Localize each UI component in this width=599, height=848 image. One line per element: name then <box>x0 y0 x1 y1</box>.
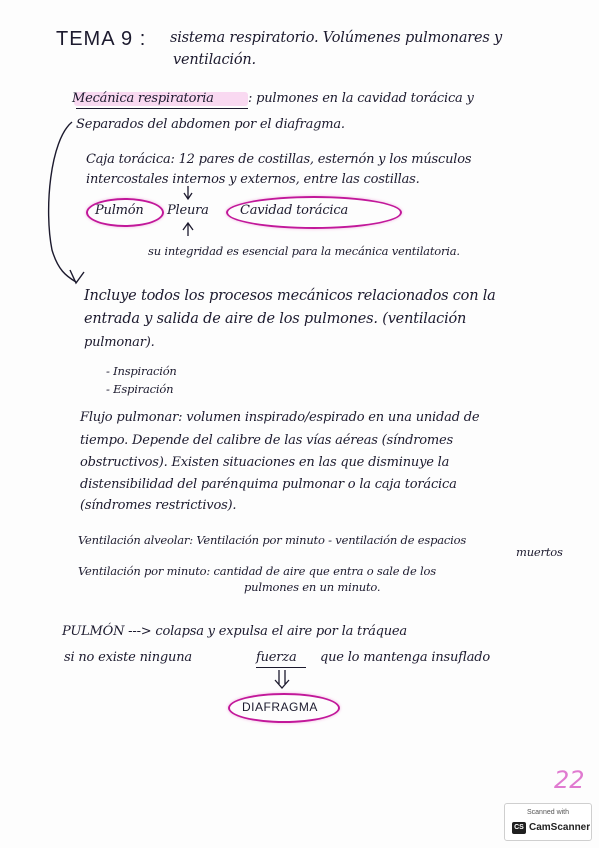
flujo-line-5: (síndromes restrictivos). <box>80 498 237 513</box>
incluye-line-2: entrada y salida de aire de los pulmones. (ventilación <box>84 311 467 327</box>
caja-line-2: intercostales internos y externos, entre las costillas. <box>86 172 420 187</box>
page-number: 22 <box>554 766 585 794</box>
pulmon-line-1: PULMÓN ---> colapsa y expulsa el aire por la tráquea <box>62 624 407 639</box>
flujo-line-2: tiempo. Depende del calibre de las vías aéreas (síndromes <box>80 433 454 448</box>
list-item-espiracion: - Espiración <box>106 382 174 396</box>
curved-arrow-head-icon <box>70 270 84 283</box>
title-line-2: ventilación. <box>173 52 256 68</box>
topic-label: TEMA 9 : <box>56 28 147 50</box>
fuerza-word: fuerza <box>256 650 297 665</box>
flujo-line-1: Flujo pulmonar: volumen inspirado/espirado en una unidad de <box>80 410 480 425</box>
down-arrow-icon <box>184 186 192 199</box>
label-pleura: Pleura <box>167 203 209 218</box>
camscanner-logo-icon: CS <box>512 822 526 834</box>
integridad-note: su integridad es esencial para la mecánica ventilatoria. <box>148 244 460 258</box>
mecanica-line-2: Separados del abdomen por el diafragma. <box>76 117 345 132</box>
minuto-line-2: pulmones en un minuto. <box>244 580 381 594</box>
mecanica-line-1: : pulmones en la cavidad torácica y <box>248 91 474 106</box>
flujo-line-4: distensibilidad del parénquima pulmonar o la caja torácica <box>80 477 457 492</box>
diafragma-label: DIAFRAGMA <box>242 700 318 714</box>
list-item-inspiracion: - Inspiración <box>106 364 177 378</box>
minuto-line-1: Ventilación por minuto: cantidad de aire que entra o sale de los <box>78 564 436 578</box>
incluye-line-3: pulmonar). <box>84 335 155 350</box>
pulmon-line-2b: que lo mantenga insuflado <box>320 650 491 665</box>
up-arrow-icon <box>183 223 193 236</box>
incluye-line-1: Incluye todos los procesos mecánicos relacionados con la <box>84 288 496 304</box>
label-cavidad: Cavidad torácica <box>240 203 349 218</box>
curved-arrow-icon <box>49 122 76 282</box>
title-line-1: sistema respiratorio. Volúmenes pulmonares y <box>170 30 503 46</box>
double-down-arrow-icon <box>275 670 289 688</box>
pulmon-line-2a: si no existe ninguna <box>64 650 192 665</box>
flujo-line-3: obstructivos). Existen situaciones en las que disminuye la <box>80 455 450 470</box>
mecanica-heading: Mecánica respiratoria <box>72 91 214 106</box>
label-pulmon: Pulmón <box>95 203 144 218</box>
scanner-caption: Scanned with <box>526 809 570 816</box>
camscanner-badge <box>504 803 592 841</box>
alveolar-line-2: muertos <box>516 545 563 559</box>
scanner-name: CamScanner <box>529 822 591 833</box>
caja-line-1: Caja torácica: 12 pares de costillas, esternón y los músculos <box>86 152 472 167</box>
alveolar-line-1: Ventilación alveolar: Ventilación por minuto - ventilación de espacios <box>78 533 467 547</box>
